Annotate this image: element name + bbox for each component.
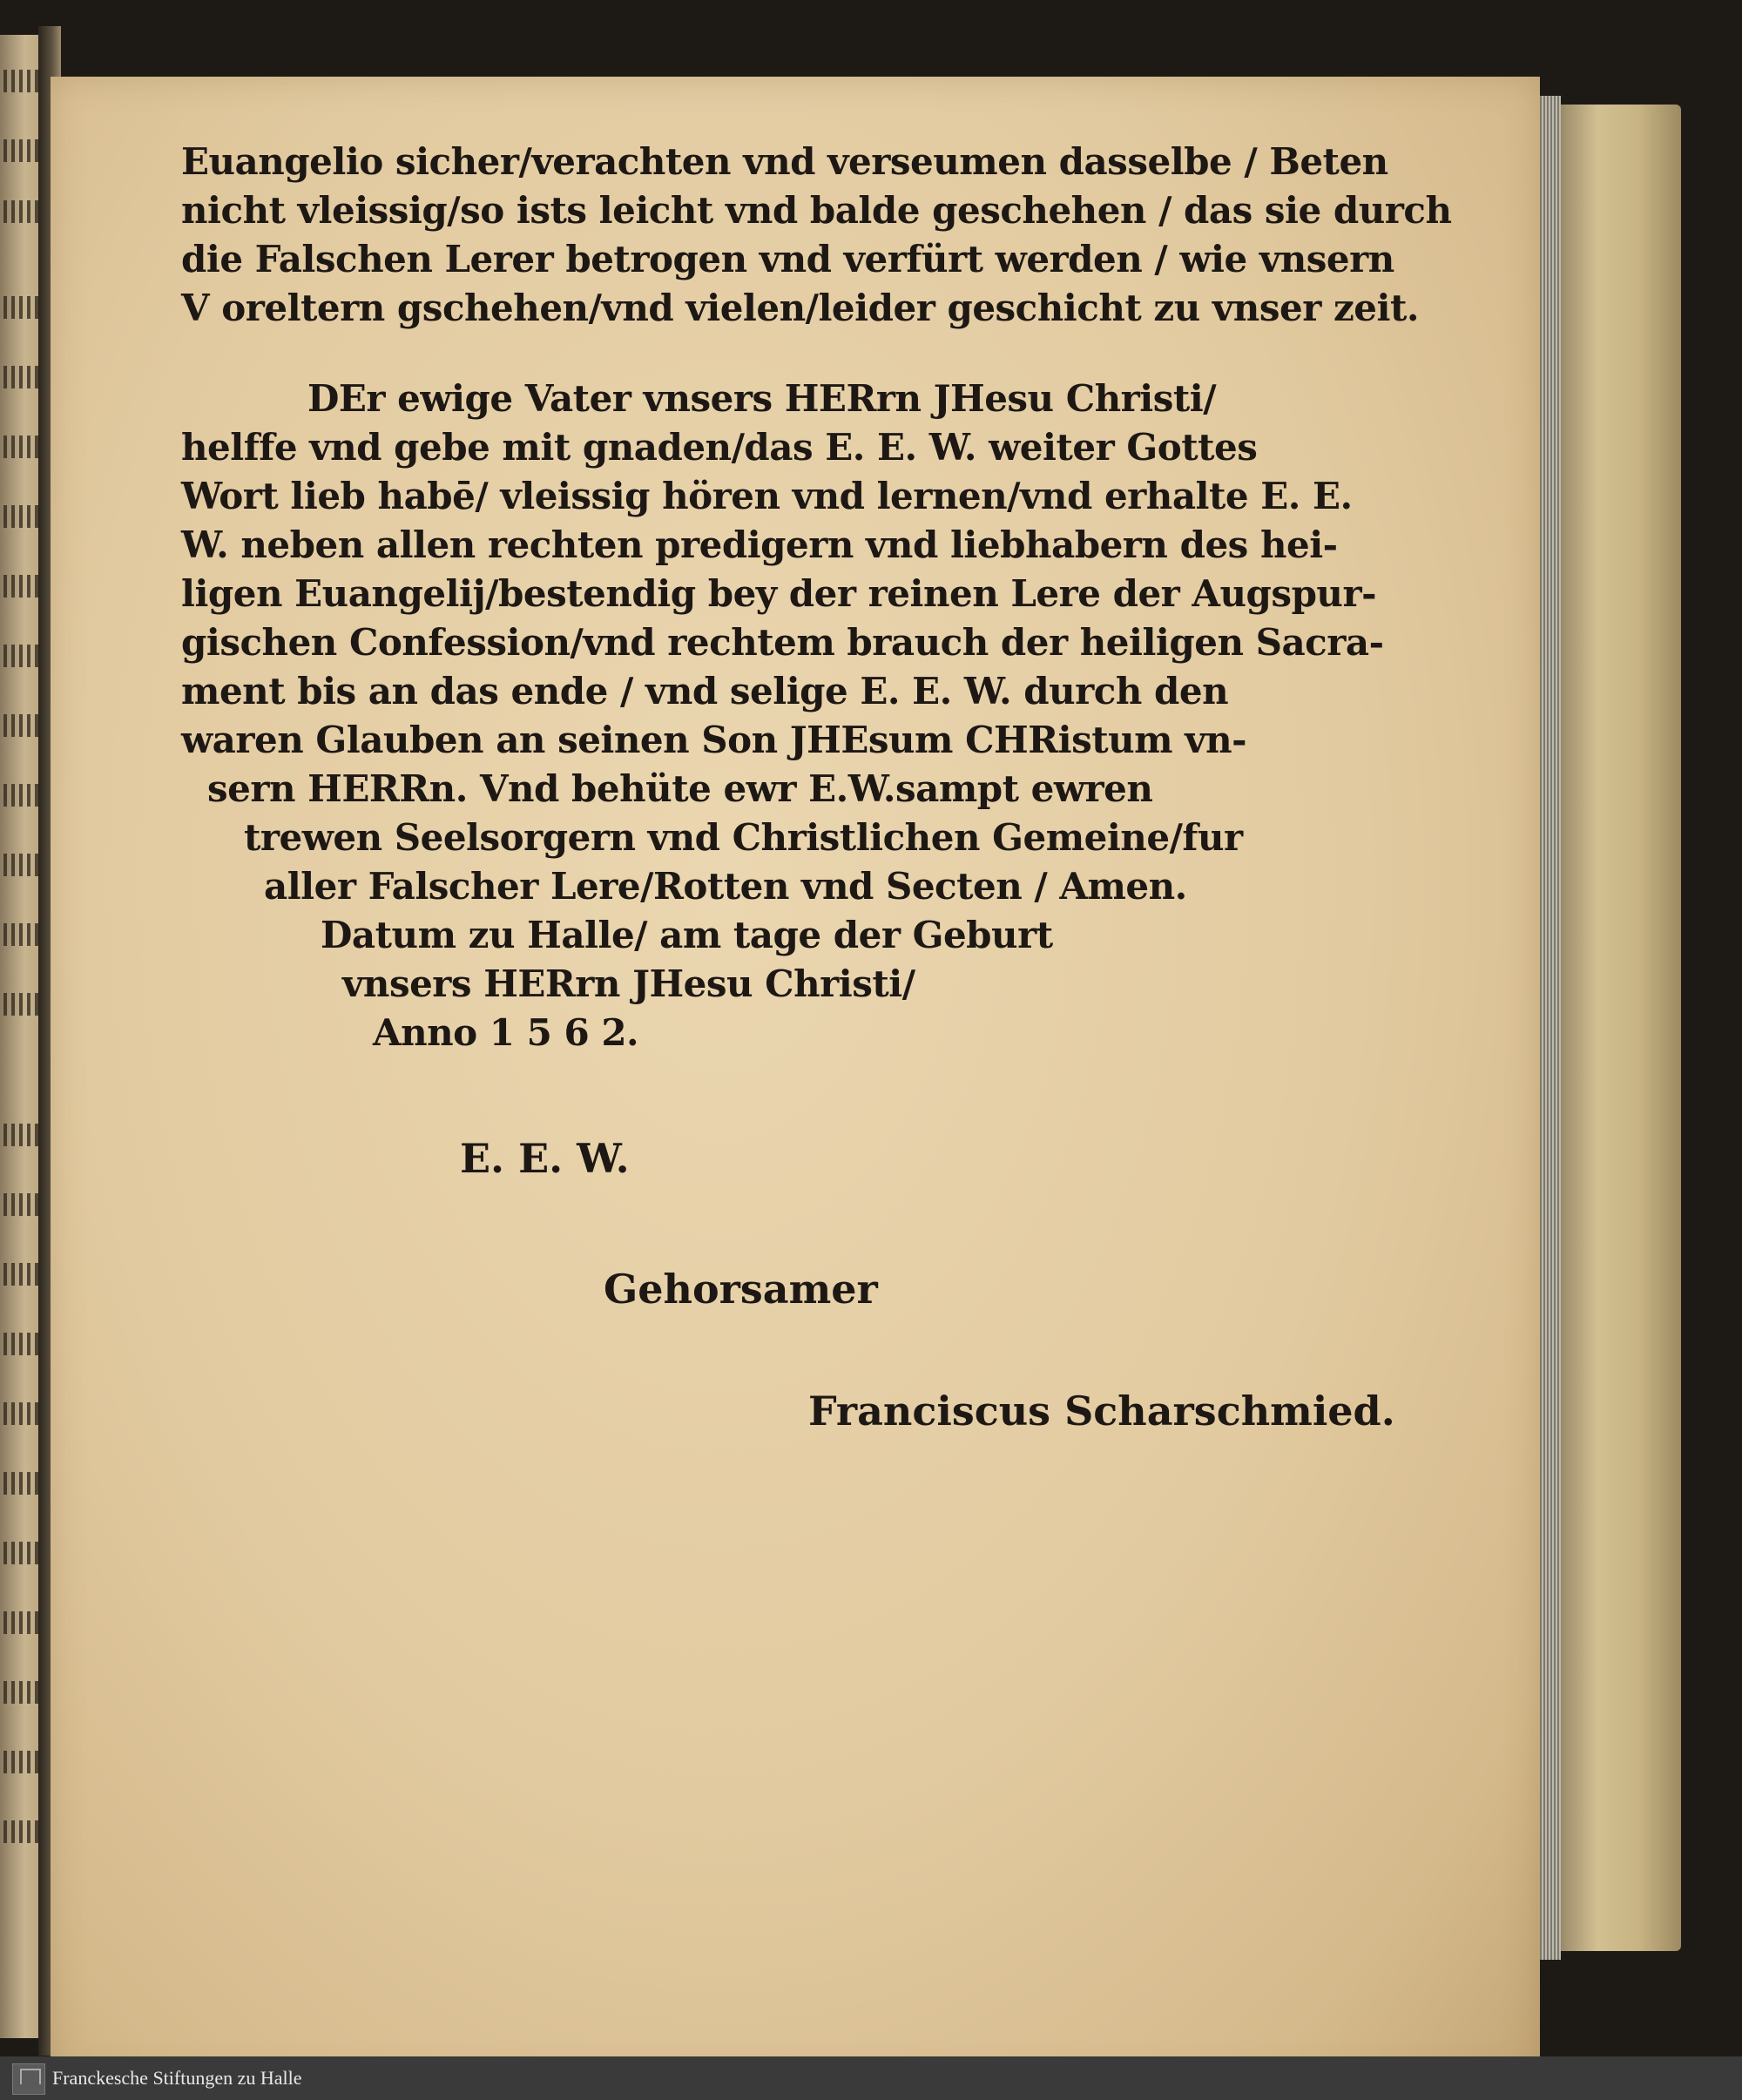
text-line: aller Falscher Lere/Rotten vnd Secten / Amen. — [264, 865, 1187, 908]
text-line: sern HERRn. Vnd behüte ewr E.W.sampt ewren — [207, 767, 1153, 810]
text-line: W. neben allen rechten predigern vnd liebhabern des hei- — [181, 523, 1338, 566]
text-line: Anno 1 5 6 2. — [373, 1011, 639, 1054]
institution-logo-icon — [12, 2063, 45, 2095]
text-line: Wort lieb habē/ vleissig hören vnd lernen/vnd erhalte E. E. — [181, 475, 1353, 517]
text-line: V oreltern gschehen/vnd vielen/leider geschicht zu vnser zeit. — [181, 287, 1419, 329]
text-line: helffe vnd gebe mit gnaden/das E. E. W. weiter Gottes — [181, 426, 1258, 469]
text-line: waren Glauben an seinen Son JHEsum CHRistum vn- — [181, 719, 1247, 761]
text-line: trewen Seelsorgern vnd Christlichen Gemeine/fur — [244, 816, 1243, 859]
text-line: Euangelio sicher/verachten vnd verseumen dasselbe / Beten — [181, 140, 1388, 183]
text-line: DEr ewige Vater vnsers HERrn JHesu Christi/ — [307, 377, 1217, 420]
text-line: ligen Euangelij/bestendig bey der reinen Lere der Augspur- — [181, 572, 1377, 615]
text-line: nicht vleissig/so ists leicht vnd balde geschehen / das sie durch — [181, 189, 1452, 232]
text-line: Datum zu Halle/ am tage der Geburt — [321, 914, 1053, 956]
text-line: gischen Confession/vnd rechtem brauch der heiligen Sacra- — [181, 621, 1384, 664]
text-line: vnsers HERrn JHesu Christi/ — [342, 962, 915, 1005]
book-page — [51, 77, 1540, 2080]
signature: Franciscus Scharschmied. — [808, 1388, 1395, 1435]
salutation: E. E. W. — [460, 1135, 630, 1182]
text-line: ment bis an das ende / vnd selige E. E. W. durch den — [181, 670, 1229, 712]
closing-word: Gehorsamer — [604, 1266, 878, 1313]
text-line: die Falschen Lerer betrogen vnd verfürt werden / wie vnsern — [181, 238, 1394, 280]
footer-institution[interactable]: Franckesche Stiftungen zu Halle — [52, 2067, 302, 2089]
footer-bar — [0, 2056, 1742, 2100]
book-cover-edge — [1542, 105, 1681, 1951]
